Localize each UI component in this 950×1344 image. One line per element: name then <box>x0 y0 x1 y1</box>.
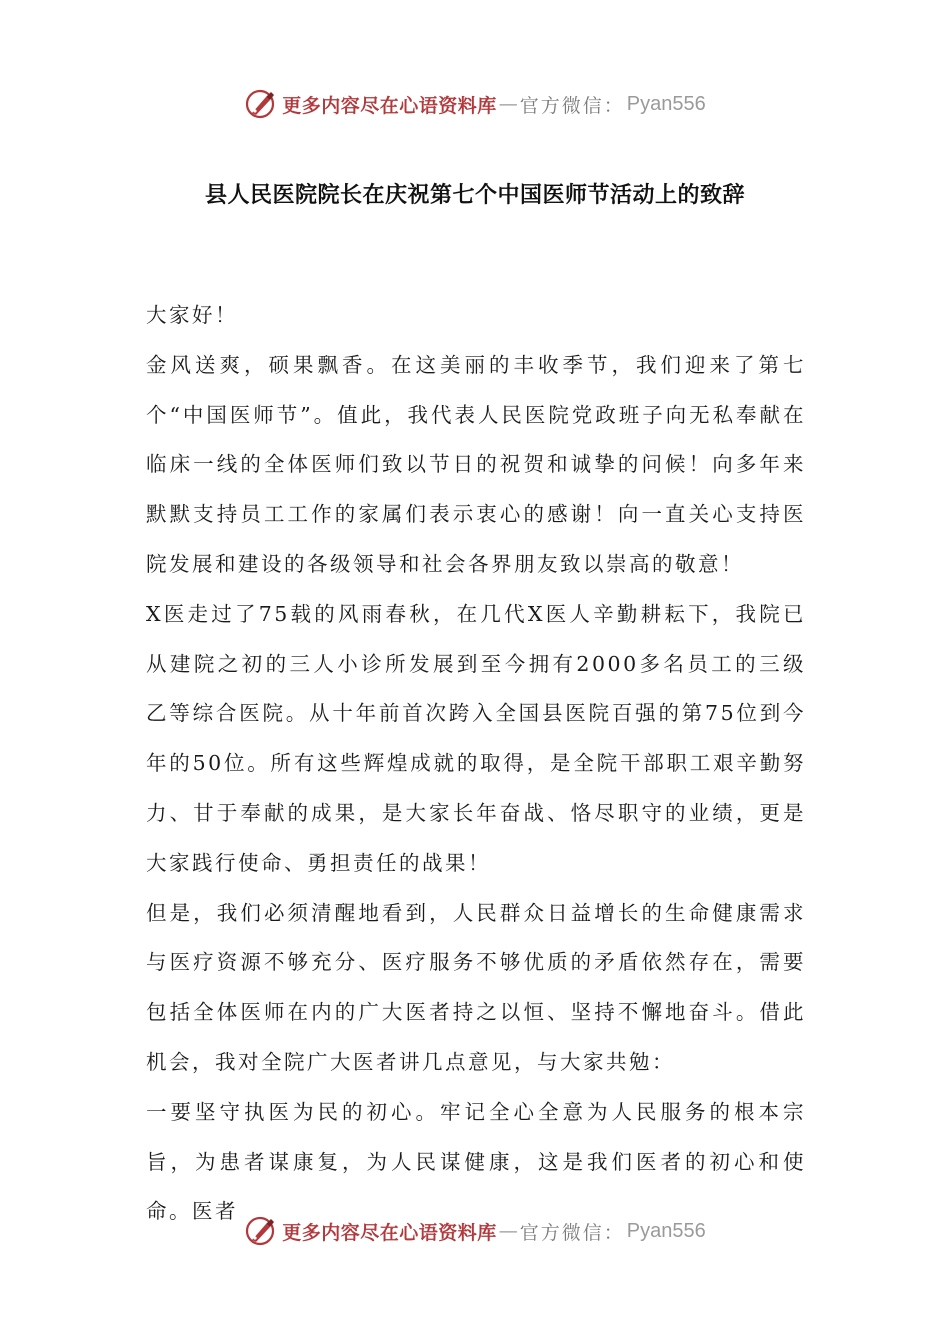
watermark-official-label: 官方微信： <box>519 1221 625 1244</box>
watermark-wechat-id: Pyan556 <box>626 1219 706 1242</box>
watermark-dash: — <box>498 1220 518 1242</box>
paragraph: 金风送爽，硕果飘香。在这美丽的丰收季节，我们迎来了第七个“中国医师节”。值此，我代表人民医院党政班子向无私奉献在临床一线的全体医师们致以节日的祝贺和诚挚的问候！向多年来默默支持员工工作的家属们表示衷心的感谢！向一直关心支持医院发展和建设的各级领导和社会各界朋友致以崇高的敬意！ <box>146 352 806 576</box>
fountain-pen-icon <box>244 1214 278 1248</box>
watermark-wechat-id: Pyan556 <box>626 92 706 115</box>
watermark-brand-text: 更多内容尽在心语资料库 <box>282 94 497 117</box>
watermark-official-label: 官方微信： <box>519 94 625 117</box>
paragraph: 但是，我们必须清醒地看到，人民群众日益增长的生命健康需求与医疗资源不够充分、医疗服务不够优质的矛盾依然存在，需要包括全体医师在内的广大医者持之以恒、坚持不懈地奋斗。借此机会，我对全院广大医者讲几点意见，与大家共勉： <box>146 900 806 1074</box>
paragraph: 一要坚守执医为民的初心。牢记全心全意为人民服务的根本宗旨，为患者谋康复，为人民谋健康，这是我们医者的初心和使命。医者 <box>146 1099 806 1224</box>
paragraph-greeting: 大家好！ <box>146 303 238 327</box>
document-title: 县人民医院院长在庆祝第七个中国医师节活动上的致辞 <box>204 183 745 208</box>
fountain-pen-icon <box>244 87 278 121</box>
header-watermark-banner <box>0 84 950 124</box>
paragraph: X医走过了75载的风雨春秋，在几代X医人辛勤耕耘下，我院已从建院之初的三人小诊所发展到至今拥有2000多名员工的三级乙等综合医院。从十年前首次跨入全国县医院百强的第75位到今年的50位。所有这些辉煌成就的取得，是全院干部职工艰辛勤努力、甘于奉献的成果，是大家长年奋战、恪尽职守的业绩，更是大家践行使命、勇担责任的战果！ <box>146 601 806 875</box>
document-body <box>146 291 806 1237</box>
footer-watermark-banner <box>0 1211 950 1251</box>
watermark-brand-text: 更多内容尽在心语资料库 <box>282 1221 497 1244</box>
watermark-dash: — <box>498 93 518 115</box>
